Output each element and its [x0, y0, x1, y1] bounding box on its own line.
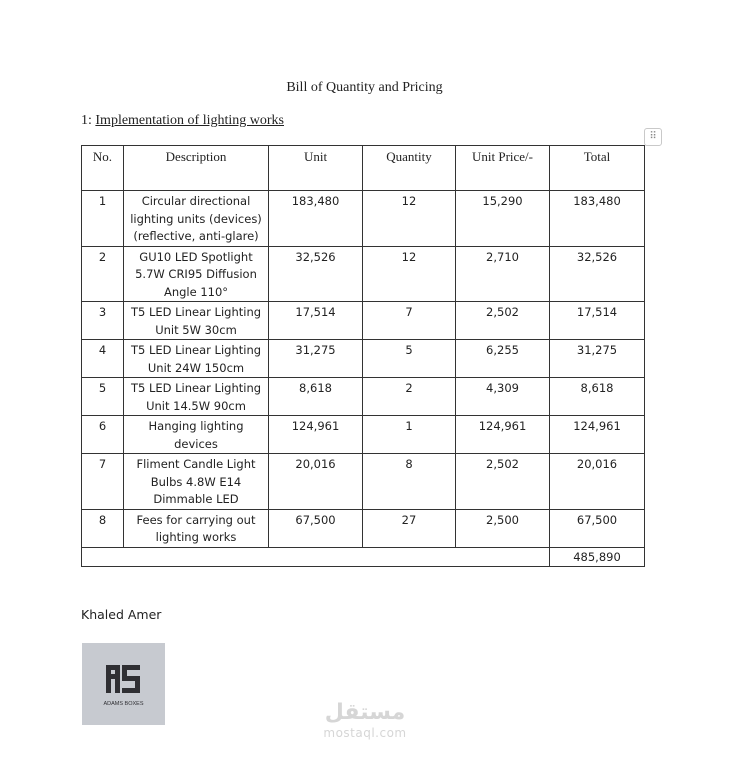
- cell-unit-price: 2,502: [456, 454, 550, 510]
- cell-quantity: 8: [363, 454, 456, 510]
- cell-quantity: 12: [363, 191, 456, 247]
- cell-no: 2: [82, 246, 124, 302]
- header-unit: Unit: [269, 146, 363, 191]
- cell-description: T5 LED Linear Lighting Unit 5W 30cm: [124, 302, 269, 340]
- cell-unit-price: 15,290: [456, 191, 550, 247]
- cell-description: T5 LED Linear Lighting Unit 24W 150cm: [124, 340, 269, 378]
- table-row: [82, 340, 645, 378]
- cell-unit: 183,480: [269, 191, 363, 247]
- cell-no: 7: [82, 454, 124, 510]
- cell-unit-price: 2,710: [456, 246, 550, 302]
- cell-total: 67,500: [550, 509, 645, 547]
- cell-quantity: 7: [363, 302, 456, 340]
- table-row: [82, 191, 645, 247]
- cell-unit: 31,275: [269, 340, 363, 378]
- cell-unit-price: 4,309: [456, 378, 550, 416]
- header-quantity: Quantity: [363, 146, 456, 191]
- mostaql-watermark: [300, 700, 430, 740]
- watermark-url: mostaql.com: [323, 726, 407, 740]
- cell-description: Hanging lighting devices: [124, 416, 269, 454]
- cell-quantity: 1: [363, 416, 456, 454]
- grand-total-value: 485,890: [550, 547, 645, 567]
- cell-description: Circular directional lighting units (devices) (reflective, anti-glare): [124, 191, 269, 247]
- cell-total: 8,618: [550, 378, 645, 416]
- cell-no: 6: [82, 416, 124, 454]
- boq-table: [81, 145, 645, 567]
- header-description: Description: [124, 146, 269, 191]
- grand-total-spacer: [82, 547, 550, 567]
- cell-total: 31,275: [550, 340, 645, 378]
- table-row: [82, 302, 645, 340]
- cell-no: 8: [82, 509, 124, 547]
- cell-unit: 32,526: [269, 246, 363, 302]
- cell-unit: 8,618: [269, 378, 363, 416]
- table-row: [82, 416, 645, 454]
- cell-total: 124,961: [550, 416, 645, 454]
- cell-description: Fliment Candle Light Bulbs 4.8W E14 Dimmable LED: [124, 454, 269, 510]
- header-unit-price: Unit Price/-: [456, 146, 550, 191]
- table-header-row: [82, 146, 645, 191]
- cell-quantity: 27: [363, 509, 456, 547]
- cell-total: 17,514: [550, 302, 645, 340]
- cell-description: Fees for carrying out lighting works: [124, 509, 269, 547]
- watermark-main-text: مستقل: [324, 700, 406, 725]
- signature-name: Khaled Amer: [81, 607, 162, 622]
- cell-no: 3: [82, 302, 124, 340]
- cell-no: 5: [82, 378, 124, 416]
- cell-unit: 20,016: [269, 454, 363, 510]
- cell-quantity: 2: [363, 378, 456, 416]
- section-number: 1:: [81, 113, 96, 128]
- cell-unit: 124,961: [269, 416, 363, 454]
- grand-total-row: [82, 547, 645, 567]
- header-total: Total: [550, 146, 645, 191]
- cell-unit-price: 6,255: [456, 340, 550, 378]
- table-row: [82, 246, 645, 302]
- cell-no: 1: [82, 191, 124, 247]
- cell-quantity: 5: [363, 340, 456, 378]
- logo-caption: ADAMS BOXES: [103, 701, 144, 707]
- cell-description: T5 LED Linear Lighting Unit 14.5W 90cm: [124, 378, 269, 416]
- cell-no: 4: [82, 340, 124, 378]
- cell-unit: 67,500: [269, 509, 363, 547]
- company-logo: [82, 643, 165, 725]
- cell-total: 183,480: [550, 191, 645, 247]
- section-heading: [81, 113, 284, 129]
- cell-total: 20,016: [550, 454, 645, 510]
- section-title: Implementation of lighting works: [95, 113, 284, 128]
- cell-quantity: 12: [363, 246, 456, 302]
- cell-unit-price: 2,500: [456, 509, 550, 547]
- table-row: [82, 454, 645, 510]
- table-row: [82, 378, 645, 416]
- cell-description: GU10 LED Spotlight 5.7W CRI95 Diffusion Angle 110°: [124, 246, 269, 302]
- cell-total: 32,526: [550, 246, 645, 302]
- header-no: No.: [82, 146, 124, 191]
- cell-unit-price: 2,502: [456, 302, 550, 340]
- table-move-handle-icon[interactable]: ⠿: [644, 128, 662, 146]
- table-row: [82, 509, 645, 547]
- cell-unit-price: 124,961: [456, 416, 550, 454]
- adams-boxes-logo-icon: [82, 643, 165, 725]
- document-title: Bill of Quantity and Pricing: [286, 80, 443, 95]
- cell-unit: 17,514: [269, 302, 363, 340]
